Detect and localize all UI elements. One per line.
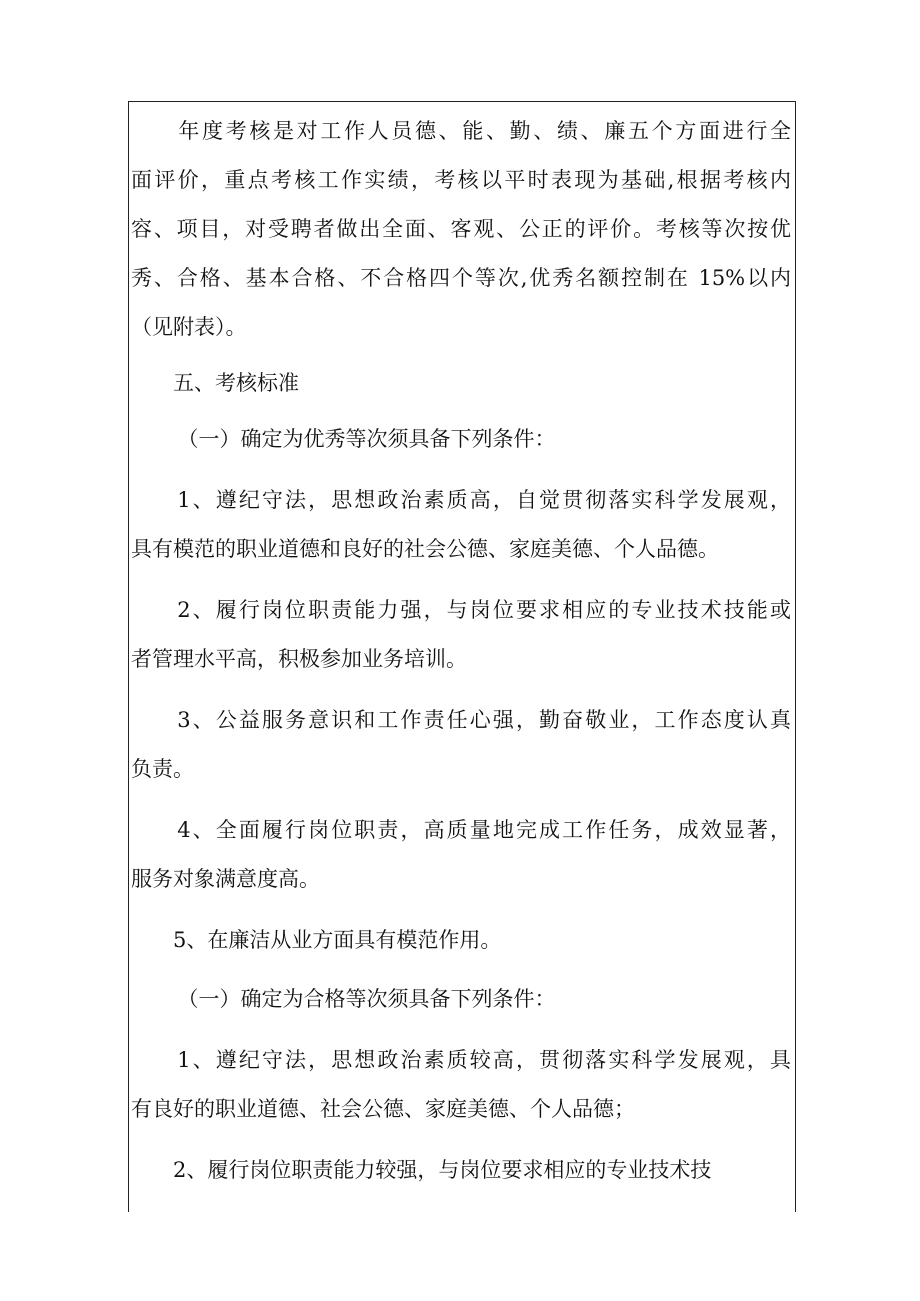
paragraph-line: 负责。 [131, 757, 194, 781]
paragraph-line: 2、履行岗位职责能力较强，与岗位要求相应的专业技术技 [131, 1158, 712, 1182]
paragraph-line: 3、公益服务意识和工作责任心强，勤奋敬业，工作态度认真 [131, 708, 791, 732]
subsection-heading: （一）确定为优秀等次须具备下列条件： [146, 427, 556, 451]
paragraph-line: 1、遵纪守法，思想政治素质高，自觉贯彻落实科学发展观， [131, 488, 791, 512]
paragraph-line: （见附表）。 [131, 315, 247, 339]
section-heading: 五、考核标准 [131, 371, 299, 395]
subsection-heading: （一）确定为合格等次须具备下列条件： [146, 987, 556, 1011]
paragraph-line: 容、项目，对受聘者做出全面、客观、公正的评价。考核等次按优 [131, 217, 791, 241]
paragraph-line: 5、在廉洁从业方面具有模范作用。 [131, 928, 502, 952]
paragraph-line: 2、履行岗位职责能力强，与岗位要求相应的专业技术技能或 [131, 598, 791, 622]
paragraph-line: 4、全面履行岗位职责，高质量地完成工作任务，成效显著， [131, 818, 791, 842]
paragraph-line: 秀、合格、基本合格、不合格四个等次,优秀名额控制在 15%以内 [131, 266, 791, 290]
paragraph-line: 面评价，重点考核工作实绩，考核以平时表现为基础,根据考核内 [131, 168, 791, 192]
paragraph-line: 者管理水平高，积极参加业务培训。 [131, 647, 467, 671]
paragraph-line: 有良好的职业道德、社会公德、家庭美德、个人品德； [131, 1097, 635, 1121]
paragraph-line: 具有模范的职业道德和良好的社会公德、家庭美德、个人品德。 [131, 537, 719, 561]
paragraph-line: 年度考核是对工作人员德、能、勤、绩、廉五个方面进行全 [131, 119, 791, 143]
paragraph-line: 服务对象满意度高。 [131, 867, 320, 891]
paragraph-line: 1、遵纪守法，思想政治素质较高，贯彻落实科学发展观，具 [131, 1048, 791, 1072]
